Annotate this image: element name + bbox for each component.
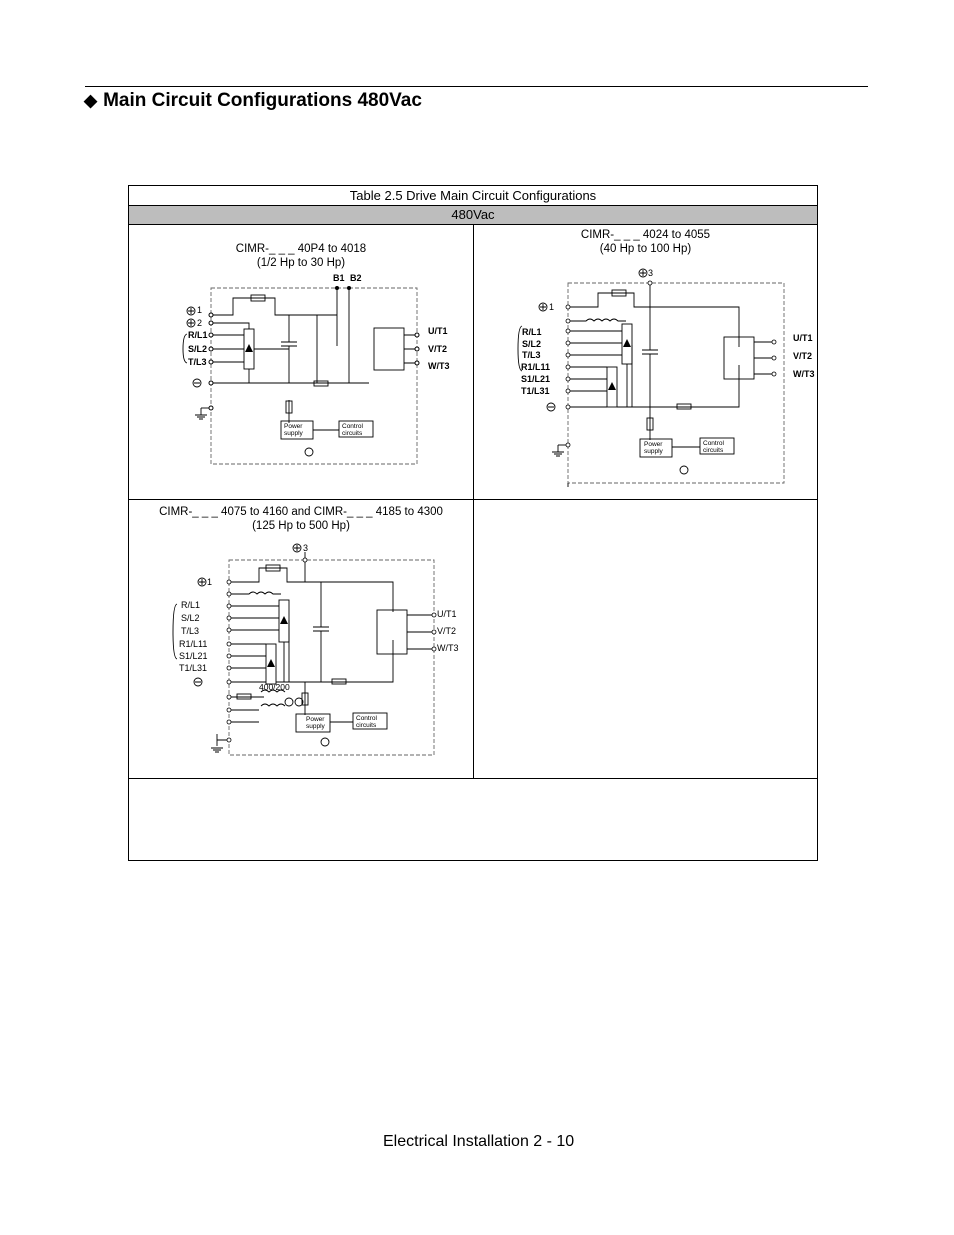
config-cell-4075-4300 (129, 500, 474, 779)
table-notes-row (129, 779, 817, 860)
model-range: CIMR-_ _ _ 4024 to 4055 (580, 229, 711, 241)
config-cell-40p4-4018 (129, 225, 474, 500)
terminal-b2: B2 (350, 273, 362, 283)
table-caption: Table 2.5 Drive Main Circuit Configurations (129, 186, 817, 206)
terminal-plus2: 2 (197, 318, 203, 328)
terminal-plus3: 3 (303, 543, 309, 553)
hp-range: (1/2 Hp to 30 Hp) (256, 257, 346, 269)
terminal-u: U/T1 (428, 326, 448, 336)
hp-range: (40 Hp to 100 Hp) (599, 243, 692, 255)
terminal-u: U/T1 (437, 609, 457, 619)
terminal-v: V/T2 (428, 344, 448, 354)
power-supply-label-2: supply (644, 448, 663, 455)
power-supply-label-2: supply (284, 430, 303, 437)
terminal-w: W/T3 (793, 369, 815, 379)
hp-range: (125 Hp to 500 Hp) (252, 520, 350, 532)
terminal-r: R/L1 (522, 327, 542, 337)
control-circuits-label: Control (342, 423, 363, 430)
terminal-plus1: 1 (549, 302, 555, 312)
power-supply-label: Power (644, 441, 663, 448)
power-supply-label: Power (306, 716, 325, 723)
terminal-r: R/L1 (181, 600, 201, 610)
header-rule (85, 86, 868, 87)
empty-config-cell (474, 500, 817, 779)
wiring-diagram-medium (474, 225, 817, 500)
control-circuits-label-2: circuits (342, 430, 363, 437)
terminal-v: V/T2 (437, 626, 457, 636)
terminal-b1: B1 (333, 273, 345, 283)
control-circuits-label-2: circuits (356, 722, 377, 729)
config-cell-4024-4055 (474, 225, 817, 500)
terminal-s: S/L2 (181, 613, 200, 623)
transformer-tap-label: 400/200 (259, 682, 290, 692)
terminal-t1: T1/L31 (179, 663, 208, 673)
wiring-diagram-small (129, 225, 474, 500)
page-footer: Electrical Installation 2 - 10 (383, 1133, 575, 1150)
terminal-w: W/T3 (437, 643, 459, 653)
control-circuits-label: Control (703, 440, 724, 447)
terminal-r: R/L1 (188, 330, 208, 340)
terminal-plus1: 1 (207, 577, 213, 587)
terminal-t: T/L3 (188, 357, 207, 367)
terminal-plus3: 3 (648, 268, 654, 278)
circuit-configurations-table (128, 185, 818, 861)
terminal-s1: S1/L21 (521, 374, 551, 384)
page-title-text: Main Circuit Configurations 480Vac (103, 90, 422, 111)
control-circuits-label-2: circuits (703, 447, 724, 454)
model-range: CIMR-_ _ _ 4075 to 4160 and CIMR-_ _ _ 4185 to 4300 (159, 506, 443, 518)
terminal-s: S/L2 (188, 344, 208, 354)
terminal-t: T/L3 (181, 626, 200, 636)
terminal-v: V/T2 (793, 351, 813, 361)
terminal-s1: S1/L21 (179, 651, 208, 661)
power-supply-label-2: supply (306, 723, 325, 730)
terminal-u: U/T1 (793, 333, 813, 343)
diamond-bullet-icon: ◆ (84, 91, 98, 110)
control-circuits-label: Control (356, 715, 377, 722)
terminal-t: T/L3 (522, 350, 541, 360)
terminal-plus1: 1 (197, 305, 203, 315)
model-range: CIMR-_ _ _ 40P4 to 4018 (235, 243, 367, 255)
voltage-band: 480Vac (129, 206, 817, 225)
terminal-t1: T1/L31 (521, 386, 550, 396)
page-title (84, 90, 422, 112)
terminal-r1: R1/L11 (521, 362, 551, 372)
terminal-r1: R1/L11 (179, 639, 208, 649)
terminal-w: W/T3 (428, 361, 450, 371)
power-supply-label: Power (284, 423, 303, 430)
wiring-diagram-large (129, 500, 474, 779)
terminal-s: S/L2 (522, 339, 542, 349)
